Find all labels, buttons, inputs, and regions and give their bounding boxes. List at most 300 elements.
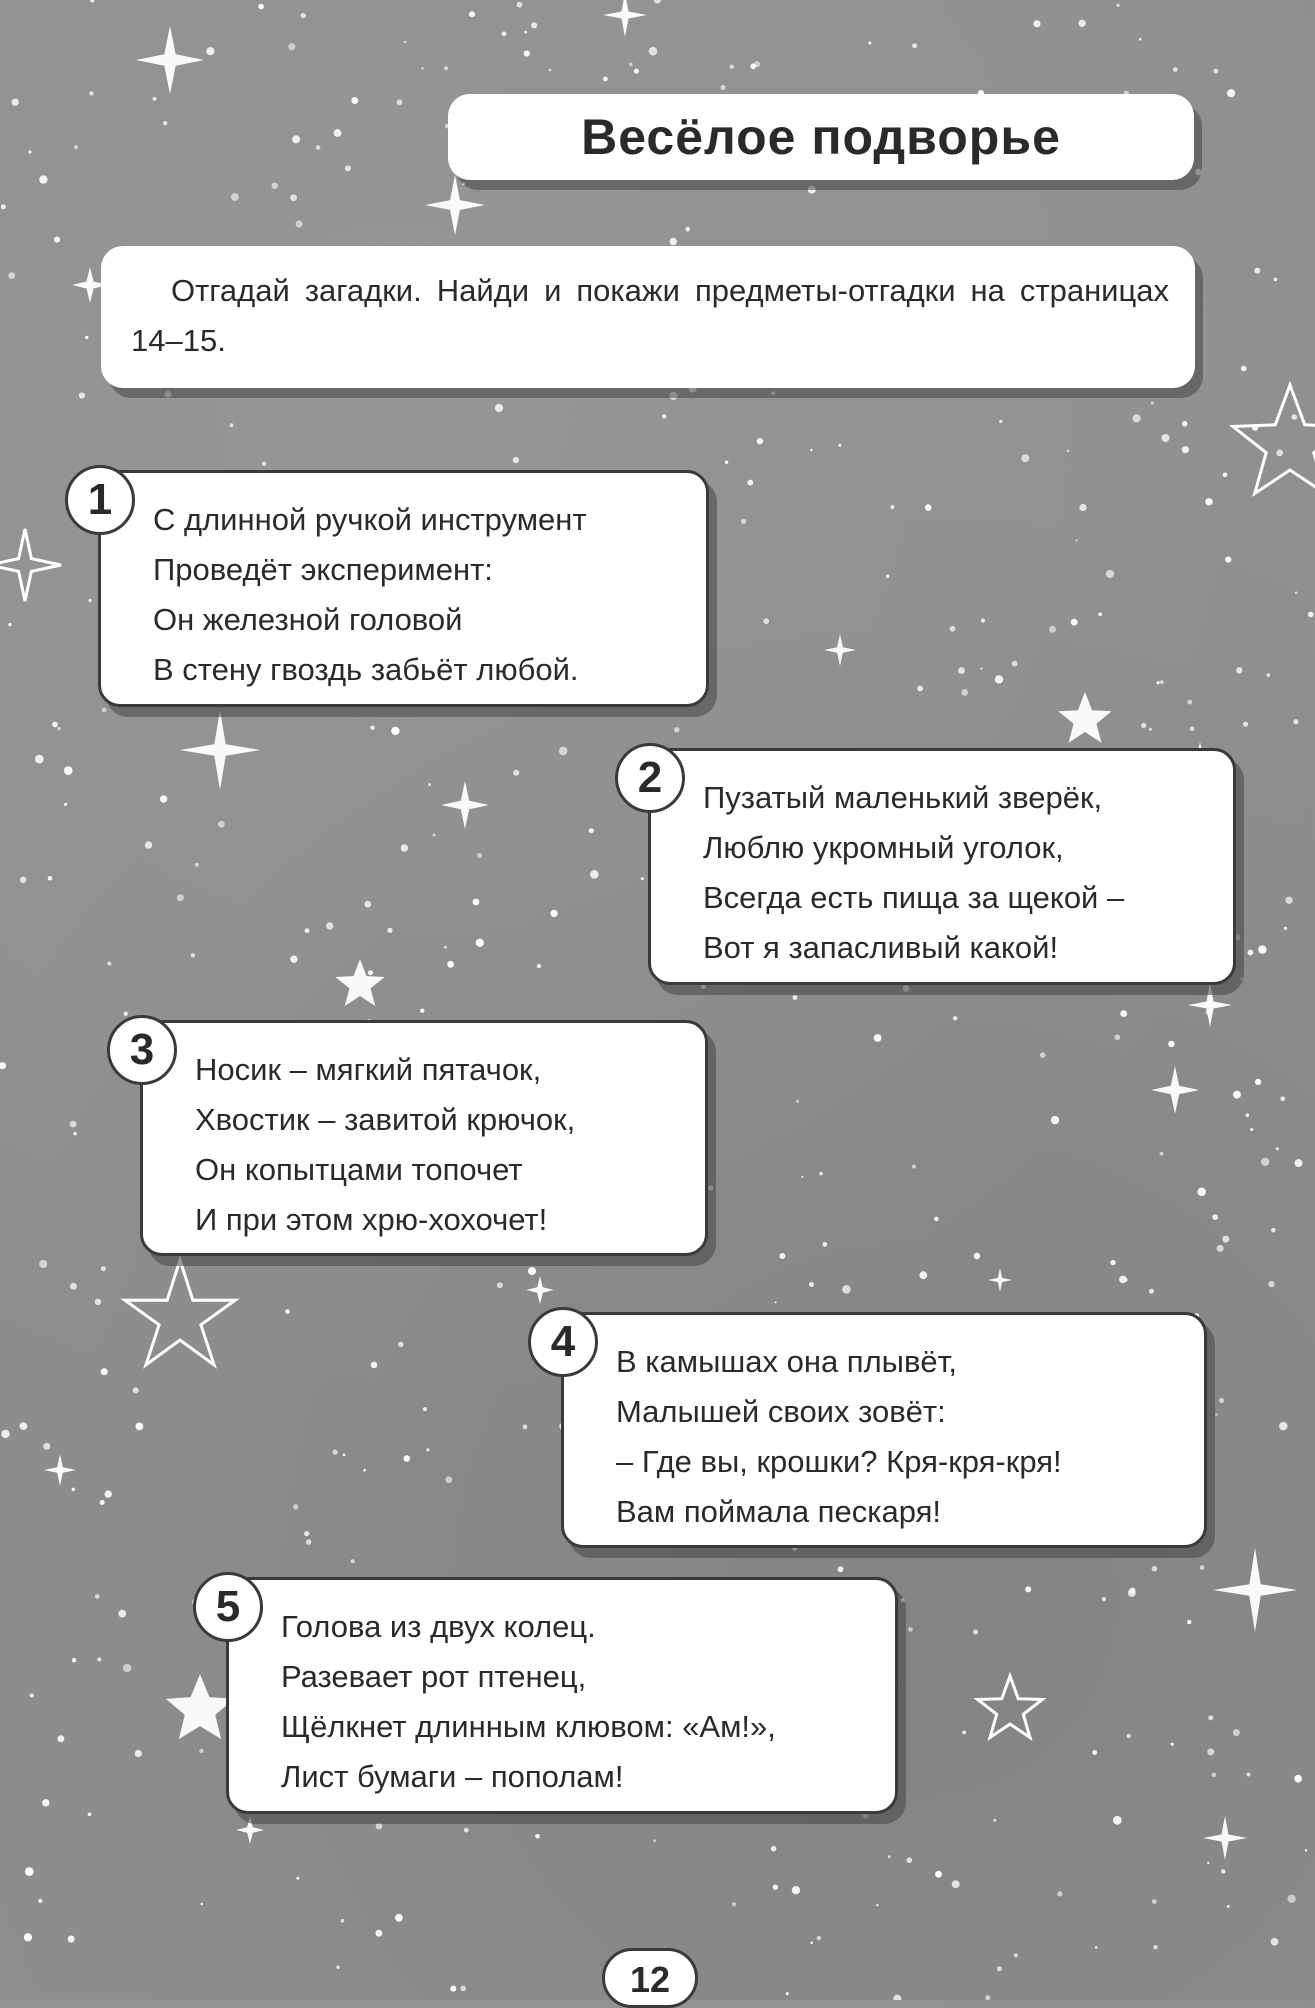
dot [817, 1936, 821, 1940]
riddle-card-5 [215, 1577, 898, 1814]
dot [653, 1839, 656, 1842]
dot [477, 853, 482, 858]
dot [1207, 1862, 1209, 1864]
dot [901, 1598, 905, 1602]
dot [1247, 1773, 1251, 1777]
dot [1071, 619, 1078, 626]
dot [1225, 557, 1231, 563]
riddle-number-badge: 4 [528, 1307, 598, 1377]
dot [1106, 570, 1114, 578]
dot [1040, 1052, 1046, 1058]
dot [85, 336, 88, 339]
dot [39, 175, 47, 183]
star-icon [824, 634, 856, 666]
dot [345, 165, 351, 171]
dot [1276, 1147, 1279, 1150]
star-icon [1213, 1548, 1297, 1632]
dot [1293, 719, 1298, 724]
star-icon [1058, 692, 1111, 743]
dot [961, 689, 968, 696]
dot [165, 391, 172, 398]
dot [559, 747, 568, 756]
dot [1284, 927, 1287, 930]
riddle-line: Люблю укромный уголок, [703, 830, 1064, 865]
dot [1227, 89, 1235, 97]
instruction-text: Отгадай загадки. Найди и покажи предметы-отгадки на страницах 14–15. [131, 273, 1169, 358]
dot [464, 1828, 469, 1833]
dot [1102, 1597, 1106, 1601]
dot [258, 4, 264, 10]
dot [973, 1630, 978, 1635]
dot [39, 1260, 47, 1268]
dot [1173, 67, 1178, 72]
star-icon [0, 529, 61, 601]
dot [1291, 414, 1297, 420]
dot [376, 1823, 383, 1830]
star-icon [125, 1260, 235, 1365]
riddle-line: Разевает рот птенец, [281, 1659, 587, 1694]
dot [1255, 1079, 1261, 1085]
dot [980, 667, 983, 670]
dot [838, 1566, 844, 1572]
dot [206, 47, 214, 55]
star-icon [988, 1268, 1012, 1292]
dot [537, 964, 541, 968]
dot [20, 1422, 28, 1430]
dot [101, 1368, 108, 1375]
dot [868, 42, 871, 45]
dot [230, 423, 234, 427]
dot [1, 1430, 9, 1438]
dot [497, 1282, 503, 1288]
dot [290, 194, 297, 201]
dot [368, 970, 373, 975]
dot [292, 135, 300, 143]
dot [79, 392, 85, 398]
dot [88, 1813, 92, 1817]
dot [391, 727, 399, 735]
dot [1222, 1236, 1229, 1243]
dot [326, 922, 333, 929]
dot [995, 675, 1003, 683]
riddle-line: Лист бумаги – пополам! [281, 1759, 624, 1794]
dot [1205, 498, 1212, 505]
dot [1078, 20, 1085, 27]
dot [808, 186, 816, 194]
riddle-line: И при этом хрю-хохочет! [195, 1202, 548, 1237]
dot [285, 1309, 290, 1314]
title-box [448, 94, 1194, 180]
dot [654, 0, 661, 4]
star-icon [166, 1674, 234, 1739]
dot [97, 1658, 101, 1662]
dot [876, 1904, 878, 1906]
star-icon [180, 710, 260, 790]
dot [919, 1271, 927, 1279]
dot [24, 1933, 32, 1941]
dot [462, 182, 465, 185]
dot [708, 1185, 713, 1190]
star-icon [335, 959, 384, 1006]
dot [404, 1455, 411, 1462]
dot [502, 31, 507, 36]
dot [912, 43, 917, 48]
riddle-number-badge: 2 [615, 743, 685, 813]
star-icon [425, 175, 485, 235]
dot [779, 1253, 785, 1259]
dot [1168, 1041, 1174, 1047]
dot [288, 43, 295, 50]
riddle-line: В стену гвоздь забьёт любой. [153, 652, 579, 687]
dot [1079, 504, 1086, 511]
dot [296, 1877, 299, 1880]
riddle-card-4 [550, 1312, 1207, 1548]
dot [52, 722, 58, 728]
dot [908, 1627, 913, 1632]
dot [262, 462, 266, 466]
dot [1149, 728, 1152, 731]
dot [629, 63, 633, 67]
star-icon [44, 1454, 76, 1486]
dot [12, 99, 19, 106]
dot [771, 1846, 777, 1852]
dot [57, 727, 60, 730]
dot [305, 928, 310, 933]
riddle-line: Пузатый маленький зверёк, [703, 780, 1103, 815]
dot [1212, 1214, 1218, 1220]
dot [774, 1301, 776, 1303]
dot [376, 1930, 383, 1937]
dot [72, 1658, 77, 1663]
dot [1119, 1276, 1127, 1284]
dot [153, 97, 157, 101]
riddle-number-badge: 3 [107, 1015, 177, 1085]
riddle-line: Вот я запасливый какой! [703, 930, 1059, 965]
dot [517, 2, 523, 8]
dot [105, 1490, 112, 1497]
riddle-line: Голова из двух колец. [281, 1609, 596, 1644]
dot [420, 1009, 424, 1013]
dot [195, 863, 199, 867]
dot [524, 31, 527, 34]
dot [334, 129, 342, 137]
dot [1075, 539, 1077, 541]
dot [907, 1857, 913, 1863]
dot [1250, 1128, 1253, 1131]
riddle-line: Всегда есть пища за щекой – [703, 880, 1125, 915]
dot [1014, 1953, 1018, 1957]
dot [750, 63, 756, 69]
dot [450, 1986, 456, 1992]
star-icon [136, 26, 204, 94]
page-number: 12 [602, 1948, 698, 2008]
dot [100, 1500, 105, 1505]
dot [57, 1735, 64, 1742]
dot [1208, 1715, 1213, 1720]
dot [1157, 681, 1160, 684]
riddle-card-2 [637, 748, 1236, 985]
dot [1021, 454, 1029, 462]
dot [725, 461, 728, 464]
dot [72, 1488, 75, 1491]
dot [917, 686, 923, 692]
dot [177, 894, 184, 901]
dot [1182, 421, 1187, 426]
dot [1033, 20, 1040, 27]
riddle-card-1 [87, 470, 709, 707]
dot [160, 795, 167, 802]
dot [1236, 667, 1242, 673]
dot [886, 575, 890, 579]
dot [136, 1423, 144, 1431]
dot [102, 708, 107, 713]
dot [333, 1450, 338, 1455]
dot [993, 1819, 996, 1822]
dot [874, 1034, 882, 1042]
dot [447, 961, 454, 968]
dot [1254, 268, 1260, 274]
dot [135, 1750, 142, 1757]
star-icon [1151, 1066, 1199, 1114]
dot [1243, 722, 1248, 727]
dot [8, 623, 11, 626]
dot [1152, 1899, 1157, 1904]
dot [42, 1799, 49, 1806]
dot [64, 803, 67, 806]
dot [101, 1266, 106, 1271]
dot [433, 833, 436, 836]
dot [123, 1664, 131, 1672]
dot [64, 766, 73, 775]
dot [371, 1362, 378, 1369]
dot [662, 414, 666, 418]
dot [54, 237, 60, 243]
dot [549, 69, 552, 72]
dot [962, 1731, 966, 1735]
dot [30, 1693, 34, 1697]
riddle-line: В камышах она плывёт, [616, 1344, 958, 1379]
dot [293, 1504, 298, 1509]
dot [1012, 661, 1018, 667]
dot [810, 449, 813, 452]
dot [1207, 1748, 1214, 1755]
star-icon [1203, 1816, 1247, 1860]
star-icon [603, 0, 647, 37]
dot [1195, 169, 1202, 176]
dot [43, 1443, 50, 1450]
dot [306, 1539, 312, 1545]
dot [1153, 1945, 1157, 1949]
dot [74, 145, 78, 149]
star-icon [441, 781, 489, 829]
dot [1160, 680, 1164, 684]
dot [95, 1299, 102, 1306]
dot [1, 204, 6, 209]
dot [460, 1986, 466, 1992]
dot [771, 391, 775, 395]
riddle-line: Проведёт эксперимент: [153, 552, 493, 587]
dot [953, 1016, 957, 1020]
dot [231, 193, 239, 201]
riddle-line: Он копытцами топочет [195, 1152, 523, 1187]
dot [351, 1559, 355, 1563]
dot [1127, 1734, 1131, 1738]
dot [730, 65, 734, 69]
dot [950, 626, 956, 632]
dot [838, 444, 841, 447]
dot [1233, 1729, 1240, 1736]
dot [336, 1966, 339, 1969]
dot [444, 946, 447, 949]
dot [1271, 1938, 1279, 1946]
dot [1221, 1869, 1225, 1873]
dot [935, 1871, 942, 1878]
dot [747, 480, 753, 486]
dot [1095, 1946, 1098, 1949]
dot [1190, 726, 1195, 731]
dot [1098, 612, 1102, 616]
dot [1305, 1849, 1308, 1852]
dot [763, 618, 769, 624]
dot [20, 877, 26, 883]
dot [786, 1992, 789, 1995]
star-icon [236, 1816, 264, 1844]
dot [589, 828, 594, 833]
dot [163, 121, 167, 125]
dot [997, 1966, 1002, 1971]
dot [473, 899, 480, 906]
dot [89, 91, 93, 95]
dot [801, 1176, 803, 1178]
dot [1267, 673, 1271, 677]
dot [290, 956, 297, 963]
dot [974, 1253, 980, 1259]
riddle-line: С длинной ручкой инструмент [153, 502, 587, 537]
dot [822, 1242, 827, 1247]
dot [1261, 1158, 1269, 1166]
dot [25, 1867, 34, 1876]
star-icon [978, 1676, 1043, 1738]
dot [792, 1886, 800, 1894]
riddle-text [616, 1337, 1062, 1537]
riddle-line: Носик – мягкий пятачок, [195, 1052, 542, 1087]
dot [793, 995, 798, 1000]
dot [38, 1899, 42, 1903]
dot [1246, 1114, 1249, 1117]
dot [1271, 1228, 1276, 1233]
dot [513, 770, 519, 776]
dot [301, 13, 306, 18]
dot [28, 150, 31, 153]
dot [1279, 1422, 1287, 1430]
dot [1274, 278, 1277, 281]
dot [1057, 1891, 1062, 1896]
dot [145, 841, 152, 848]
dot [88, 599, 91, 602]
dot [423, 1407, 427, 1411]
dot [513, 457, 519, 463]
dot [985, 1995, 990, 2000]
dot [809, 1282, 814, 1287]
dot [199, 1749, 203, 1753]
dot [73, 1132, 77, 1136]
dot [890, 505, 894, 509]
dot [1114, 1034, 1120, 1040]
dot [641, 877, 644, 880]
dot [48, 876, 53, 881]
dot [107, 962, 111, 966]
dot [1141, 723, 1146, 728]
dot [1280, 1096, 1285, 1101]
riddle-line: Щёлкнет длинным клювом: «Ам!», [281, 1709, 776, 1744]
dot [296, 221, 303, 228]
dot [1049, 626, 1056, 633]
dot [1233, 1091, 1241, 1099]
dot [469, 11, 475, 17]
dot [1295, 1159, 1303, 1167]
dot [1139, 38, 1142, 41]
dot [1113, 1816, 1122, 1825]
dot [428, 783, 431, 786]
dot [404, 41, 407, 44]
dot [445, 1476, 452, 1483]
dot [1227, 1905, 1230, 1908]
dot [1149, 1289, 1154, 1294]
dot [523, 1425, 528, 1430]
dot [1162, 434, 1170, 442]
dot [1212, 1773, 1217, 1778]
dot [1217, 1245, 1224, 1252]
dot [398, 1342, 403, 1347]
dot [1182, 446, 1189, 453]
dot [1197, 1188, 1206, 1197]
dot [1295, 591, 1298, 594]
dot [952, 1880, 960, 1888]
riddle-line: Хвостик – завитой крючок, [195, 1102, 576, 1137]
dot [365, 901, 372, 908]
riddle-text [281, 1602, 776, 1802]
dot [674, 727, 679, 732]
dot [810, 1942, 813, 1945]
dot [1187, 1620, 1191, 1624]
dot [999, 420, 1002, 423]
dot [1248, 950, 1254, 956]
dot [304, 1531, 309, 1536]
dot [70, 1121, 77, 1128]
riddle-card-3 [129, 1020, 708, 1256]
dot [1187, 700, 1192, 705]
dot [741, 519, 746, 524]
dot [796, 1100, 799, 1103]
riddle-text [195, 1045, 575, 1245]
dot [395, 1914, 403, 1922]
star-icon [526, 1276, 554, 1304]
dot [669, 392, 677, 400]
dot [685, 227, 690, 232]
dot [90, 0, 94, 2]
dot [370, 726, 374, 730]
dot [351, 97, 358, 104]
riddle-number-badge: 5 [193, 1572, 263, 1642]
dot [603, 77, 608, 82]
dot [670, 238, 677, 245]
dot [363, 1469, 366, 1472]
page-title: Весёлое подворье [581, 109, 1061, 165]
dot [0, 1062, 6, 1069]
dot [68, 1936, 75, 1943]
dot [124, 1012, 128, 1016]
dot [649, 47, 658, 56]
